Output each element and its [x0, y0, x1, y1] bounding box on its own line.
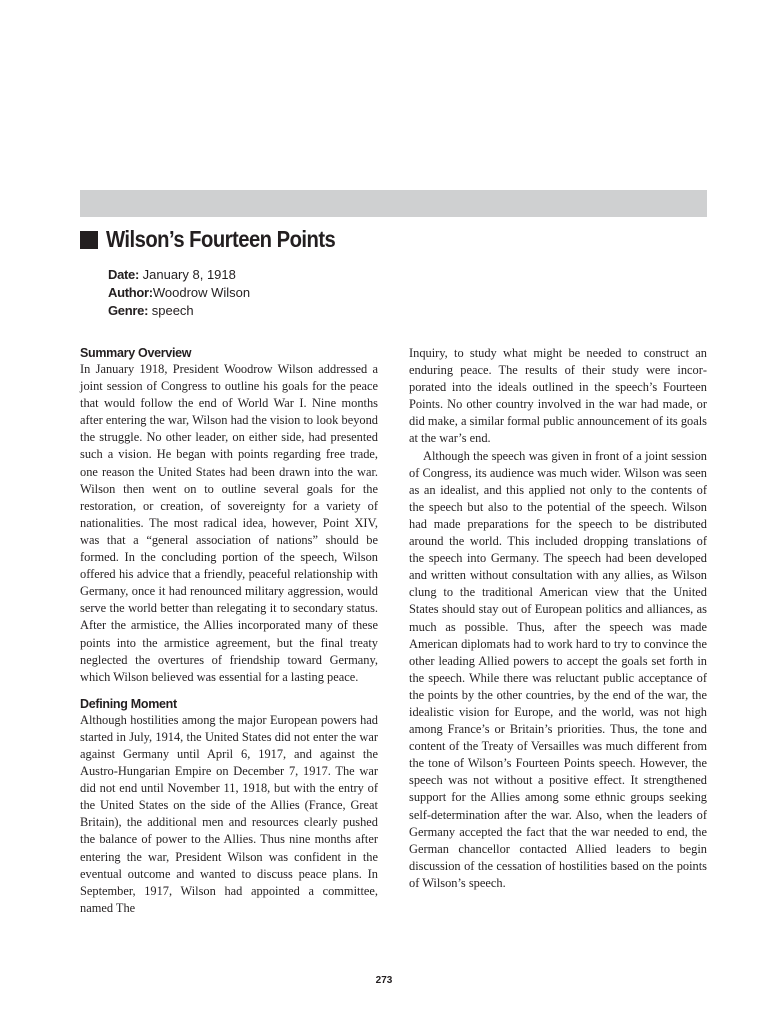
meta-genre-label: Genre:	[108, 303, 149, 318]
article-title-row	[80, 226, 367, 253]
meta-author-value: Woodrow Wilson	[152, 285, 251, 300]
summary-heading: Summary Overview	[80, 346, 192, 360]
defining-paragraph-1-end: Inquiry, to study what might be needed to construct an enduring peace. The results of their study were incorporated into the ideals outlined in the speech’s Fourteen Points. No other country involved in the war had made, or did make, a similar formal public announcement of its goals at the war’s end.	[409, 346, 707, 446]
meta-author-label: Author:	[108, 285, 153, 300]
meta-date-value: January 8, 1918	[142, 267, 236, 282]
meta-genre-value: speech	[151, 303, 194, 318]
section-spacer	[80, 686, 378, 696]
document-metadata	[108, 266, 250, 320]
left-column	[80, 345, 378, 917]
page-number: 273	[375, 975, 393, 986]
right-column	[409, 345, 707, 892]
defining-paragraph-1-start: Although hostilities among the major European powers had started in July, 1914, the United States did not enter the war against Germany until April 6, 1917, and against the Austro-Hungarian Empire on December 7, 1917. The war did not end until November 11, 1918, but with the entry of the United States on the side of the Allies (France, Great Britain), the additional men and resources clearly pushed the balance of power to the Allies. Thus nine months after entering the war, President Wilson was confident in the eventual outcome and wanted to discuss peace plans. In September, 1917, Wilson had appointed a committee, named The	[80, 712, 378, 915]
defining-heading: Defining Moment	[80, 696, 177, 711]
title-bullet-square	[80, 231, 98, 249]
meta-date	[108, 266, 250, 284]
header-band	[80, 190, 707, 217]
meta-genre	[108, 302, 250, 320]
article-title: Wilson’s Fourteen Points	[106, 226, 336, 252]
meta-author	[108, 284, 250, 302]
meta-date-label: Date:	[108, 267, 140, 282]
summary-paragraph: In January 1918, President Woodrow Wilson addressed a joint session of Congress to outline his goals for the peace that would follow the end of World War I. Nine months after entering the war, Wilson had the vision to look beyond the struggle. No other leader, on either side, had presented such a vision. He began with points regarding free trade, one reason the United States had been drawn into the war. Wilson then went on to outline several goals for the restoration, or creation, of sovereignty for a variety of nationalities. The most radical idea, however, Point XIV, was that a “general association of nations” should be formed. In the concluding portion of the speech, Wilson offered his advice that a friendly, peaceful relationship with Germany, once it had renounced military aggression, would serve the world better than relegating it to secondary status. After the armistice, the Allies incorporated many of these points into the armistice agreement, but the final treaty neglected the overtures of friendship toward Germany, which Wilson believed was essential for a lasting peace.	[80, 362, 378, 684]
defining-paragraph-2: Although the speech was given in front of a joint session of Congress, its audience was much wider. Wilson was seen as an idealist, and this applied not only to the contents of the speech but also to the potential of the speech. Wilson had made preparations for the speech to be distributed around the world. This included dropping translations of the speech into Germany. The speech had been developed and written without consultation with any allies, as Wilson clung to the traditional American view that the United States should stay out of European politics and alliances, as much as possible. Thus, after the speech was made American diplomats had to work hard to try to convince the other leading Allied powers to accept the goals set forth in the speech. While there was reluctant public acceptance of the points by the other countries, by the end of the war, the idealistic vision for Europe, and the world, was not high among France’s or Britain’s priorities. Thus, the tone and content of the Treaty of Versailles was much different from the tone of Wilson’s Fourteen Points speech. However, the speech was not without a positive effect. It strengthened support for the Allies among some ethnic groups seeking self-determination after the war. Also, when the leaders of Germany accepted the fact that the war needed to end, the German chancellor contacted Allied leaders to begin discussion of the cessation of hostilities based on the points of Wilson’s speech.	[409, 448, 707, 890]
